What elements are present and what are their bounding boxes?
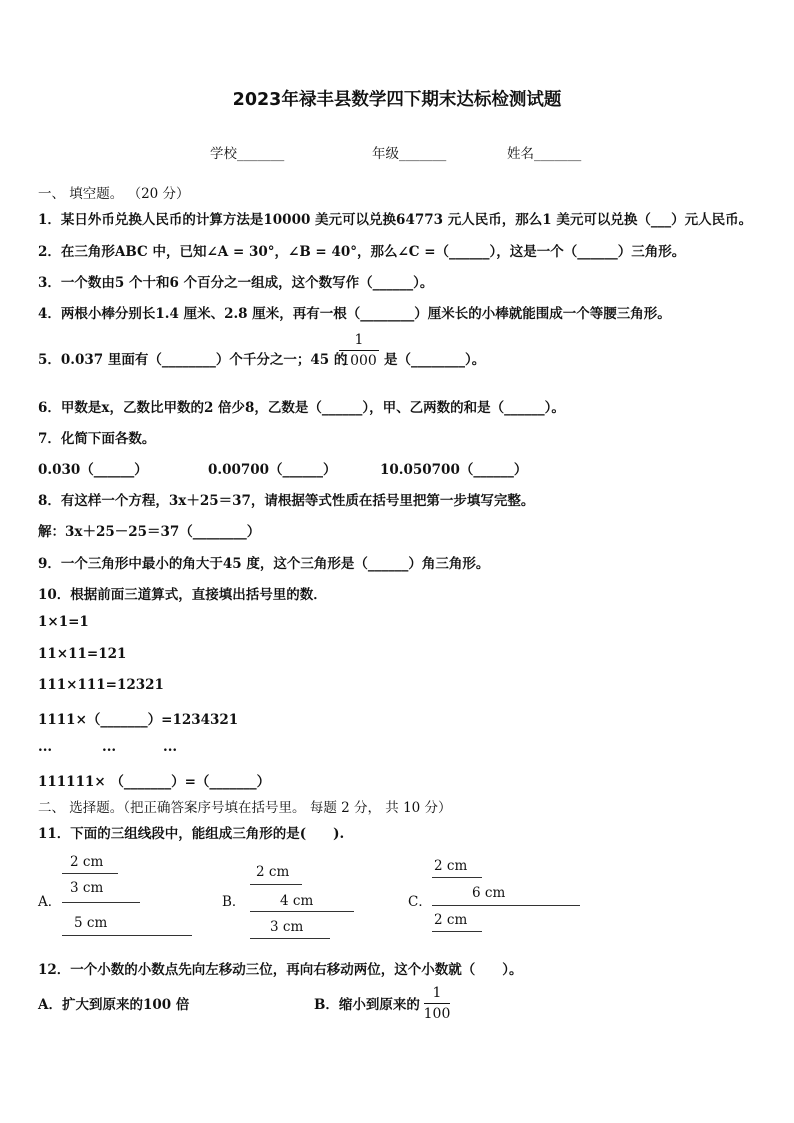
- question-10-line-2: 11×11=121: [38, 646, 127, 662]
- option-c-seg3-label: 2 cm: [434, 912, 468, 928]
- fraction-bar: [424, 1003, 450, 1004]
- option-c-seg1-line: [432, 877, 482, 878]
- option-b-seg3-label: 3 cm: [270, 919, 304, 935]
- option-b-seg3-line: [250, 938, 330, 939]
- question-5-part-a: 5．0.037 里面有（________）个千分之一；45 的: [38, 352, 348, 368]
- option-b-label: B．: [222, 894, 246, 910]
- school-field: 学校_______: [210, 146, 285, 162]
- option-a-label: A．: [38, 894, 62, 910]
- question-6: 6．甲数是x，乙数比甲数的2 倍少8，乙数是（______），甲、乙两数的和是（______）。: [38, 400, 565, 416]
- option-b-seg2-line: [250, 911, 354, 912]
- fraction-denominator: 1000: [341, 353, 377, 369]
- question-12: 12．一个小数的小数点先向左移动三位，再向右移动两位，这个小数就（ ）。: [38, 962, 523, 978]
- question-8: 8．有这样一个方程，3x＋25＝37，请根据等式性质在括号里把第一步填写完整。: [38, 493, 535, 509]
- question-10-ellipsis-2: ...: [102, 739, 117, 755]
- question-8-solution: 解：3x＋25－25＝37（________）: [38, 524, 261, 540]
- fraction-denominator: 100: [423, 1006, 451, 1022]
- fraction-numerator: 1: [432, 985, 442, 1001]
- option-c-seg1-label: 2 cm: [434, 858, 468, 874]
- question-12-option-a: A．扩大到原来的100 倍: [38, 997, 190, 1013]
- option-c-label: C．: [408, 894, 432, 910]
- page-title: 2023年禄丰县数学四下期末达标检测试题: [232, 90, 562, 110]
- option-a-seg3-label: 5 cm: [74, 915, 108, 931]
- question-7-item-a: 0.030（______）: [38, 462, 148, 478]
- option-a-seg2-line: [62, 902, 140, 903]
- question-12-option-b: B．缩小到原来的: [314, 997, 420, 1013]
- question-5-fraction: [339, 332, 379, 369]
- section2-heading: 二、 选择题。（把正确答案序号填在括号里。 每题 2 分， 共 10 分）: [38, 800, 452, 816]
- grade-field: 年级_______: [372, 146, 447, 162]
- option-c-seg2-label: 6 cm: [472, 885, 506, 901]
- option-b-seg1-label: 2 cm: [256, 864, 290, 880]
- question-10-ellipsis-3: ...: [163, 739, 178, 755]
- name-field: 姓名_______: [507, 146, 582, 162]
- question-10-line-1: 1×1=1: [38, 614, 89, 630]
- question-10-ellipsis-1: ...: [38, 739, 53, 755]
- question-3: 3．一个数由5 个十和6 个百分之一组成，这个数写作（______）。: [38, 275, 434, 291]
- question-4: 4．两根小棒分别长1.4 厘米、2.8 厘米，再有一根（________）厘米长的小棒就能围成一个等腰三角形。: [38, 306, 671, 322]
- question-10-line-6: 111111× （_______）=（_______）: [38, 774, 271, 790]
- option-b-seg2-label: 4 cm: [280, 893, 314, 909]
- question-11: 11．下面的三组线段中，能组成三角形的是( ).: [38, 826, 345, 842]
- question-7-item-b: 0.00700（______）: [208, 462, 337, 478]
- question-10: 10．根据前面三道算式，直接填出括号里的数．: [38, 587, 327, 603]
- question-10-line-3: 111×111=12321: [38, 677, 164, 693]
- question-1: 1．某日外币兑换人民币的计算方法是10000 美元可以兑换64773 元人民币，那么1 美元可以兑换（___）元人民币。: [38, 212, 753, 228]
- question-7-item-c: 10.050700（______）: [380, 462, 528, 478]
- section1-heading: 一、 填空题。 （20 分）: [38, 186, 190, 202]
- question-5-part-b: 是（________）。: [384, 352, 486, 368]
- option-a-seg2-label: 3 cm: [70, 880, 104, 896]
- option-a-seg1-line: [62, 873, 118, 874]
- question-12-fraction: [424, 985, 450, 1022]
- option-a-seg3-line: [62, 935, 192, 936]
- question-7: 7．化简下面各数。: [38, 431, 156, 447]
- question-9: 9．一个三角形中最小的角大于45 度，这个三角形是（______）角三角形。: [38, 556, 490, 572]
- option-c-seg2-line: [432, 905, 580, 906]
- question-10-line-4: 1111×（_______）=1234321: [38, 712, 239, 728]
- fraction-numerator: 1: [354, 332, 364, 348]
- option-a-seg1-label: 2 cm: [70, 854, 104, 870]
- option-c-seg3-line: [432, 931, 482, 932]
- option-b-seg1-line: [250, 884, 302, 885]
- question-2: 2．在三角形ABC 中，已知∠A = 30°，∠B = 40°，那么∠C =（______），这是一个（______）三角形。: [38, 244, 686, 260]
- fraction-bar: [339, 350, 379, 351]
